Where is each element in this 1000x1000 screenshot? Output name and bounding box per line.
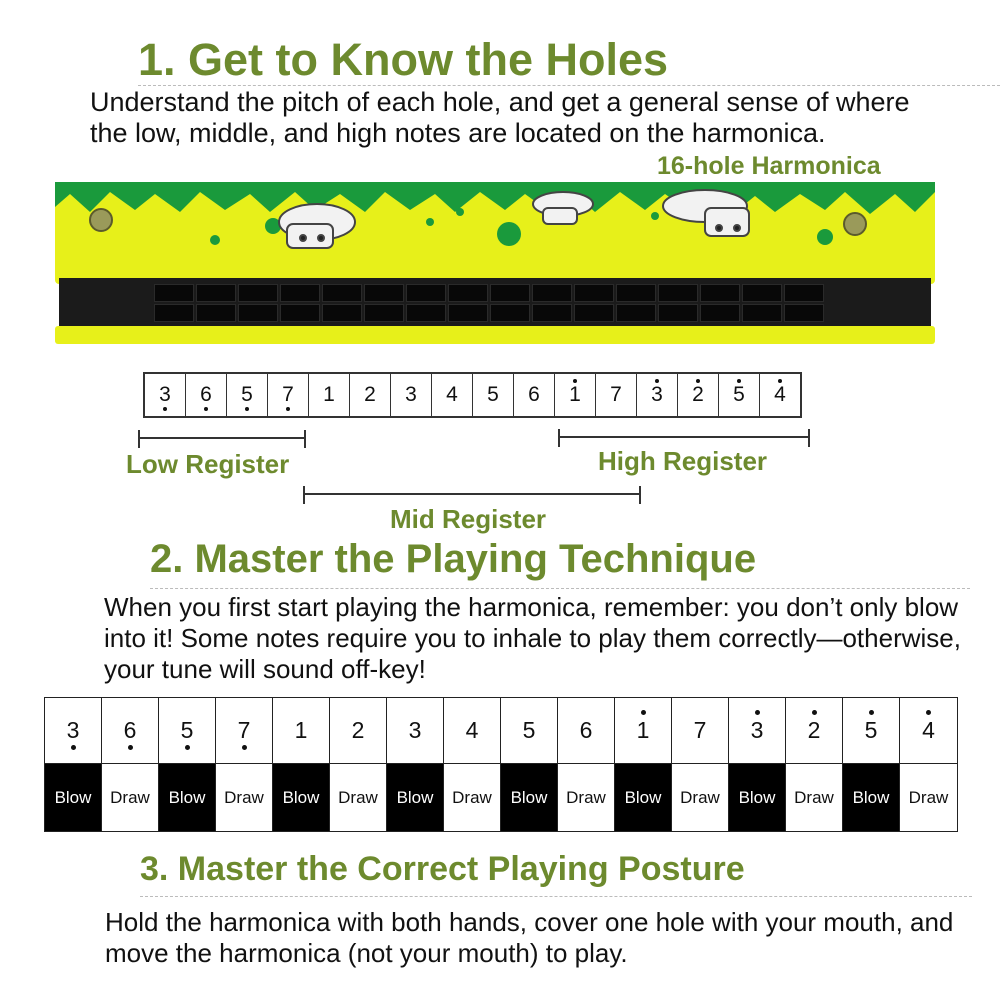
table-note-cell <box>159 698 216 764</box>
screw-right-icon <box>843 212 867 236</box>
note-strip-cell: 5 <box>227 374 268 416</box>
harmonica-hole <box>742 284 782 302</box>
note-strip <box>143 372 802 418</box>
mid-register-bracket <box>304 493 640 495</box>
note-strip-cell: 3 <box>145 374 186 416</box>
harmonica-hole <box>448 284 488 302</box>
note-strip-cell: 1 <box>555 374 596 416</box>
octave-dot-icon <box>755 710 760 715</box>
screw-left-icon <box>89 208 113 232</box>
note-strip-cell: 3 <box>391 374 432 416</box>
table-action-cell: Blow <box>615 764 672 831</box>
cartoon-cat-middle <box>533 192 593 224</box>
harmonica-hole <box>364 284 404 302</box>
harmonica-cover <box>55 182 935 284</box>
table-action-cell: Draw <box>672 764 729 831</box>
harmonica-hole <box>322 284 362 302</box>
table-action-cell: Draw <box>558 764 615 831</box>
table-note-number: 4 <box>922 717 935 743</box>
table-note-cell <box>330 698 387 764</box>
harmonica-hole <box>532 304 572 322</box>
harmonica-hole <box>616 304 656 322</box>
table-action-cell: Blow <box>273 764 330 831</box>
harmonica-hole <box>700 304 740 322</box>
octave-dot-icon <box>641 710 646 715</box>
table-note-cell <box>615 698 672 764</box>
harmonica-hole <box>196 304 236 322</box>
note-strip-cell: 5 <box>473 374 514 416</box>
table-note-number: 1 <box>294 717 308 743</box>
table-note-number: 7 <box>237 717 251 743</box>
table-note-number: 3 <box>66 717 80 743</box>
section1-title: 1. Get to Know the Holes <box>138 34 669 85</box>
note-strip-cell: 2 <box>678 374 719 416</box>
harmonica-hole <box>154 284 194 302</box>
table-action-cell: Draw <box>330 764 387 831</box>
harmonica-hole <box>784 284 824 302</box>
harmonica-hole <box>364 304 404 322</box>
octave-dot-icon <box>128 745 133 750</box>
high-register-label: High Register <box>598 446 768 476</box>
harmonica-hole <box>238 304 278 322</box>
note-strip-cell: 6 <box>186 374 227 416</box>
table-action-cell: Draw <box>102 764 159 831</box>
octave-dot-icon <box>869 710 874 715</box>
note-strip-cell: 1 <box>309 374 350 416</box>
table-action-cell: Blow <box>387 764 444 831</box>
table-note-cell <box>387 698 444 764</box>
note-strip-cell: 2 <box>350 374 391 416</box>
harmonica-hole <box>238 284 278 302</box>
note-strip-cell: 4 <box>432 374 473 416</box>
cover-decoration <box>55 182 935 284</box>
table-note-number: 3 <box>750 717 764 743</box>
harmonica-hole <box>196 284 236 302</box>
harmonica-bottom-plate <box>55 326 935 344</box>
low-register-bracket <box>139 437 305 439</box>
harmonica-hole <box>532 284 572 302</box>
harmonica-hole <box>742 304 782 322</box>
harmonica-hole <box>616 284 656 302</box>
table-note-cell <box>45 698 102 764</box>
note-strip-cell: 6 <box>514 374 555 416</box>
section2-divider <box>150 588 970 589</box>
table-action-cell: Blow <box>729 764 786 831</box>
table-note-number: 5 <box>522 717 536 743</box>
table-action-cell: Blow <box>501 764 558 831</box>
mid-register-label: Mid Register <box>390 504 547 534</box>
octave-dot-icon <box>242 745 247 750</box>
table-note-number: 3 <box>408 717 422 743</box>
low-register-label: Low Register <box>126 449 290 479</box>
octave-dot-icon <box>812 710 817 715</box>
harmonica-hole <box>574 284 614 302</box>
table-action-cell: Blow <box>159 764 216 831</box>
cartoon-cat-right <box>663 190 749 236</box>
table-note-number: 7 <box>693 717 707 743</box>
harmonica-hole <box>322 304 362 322</box>
table-note-number: 4 <box>465 717 479 743</box>
note-strip-cell: 4 <box>760 374 800 416</box>
table-action-cell: Blow <box>45 764 102 831</box>
table-note-cell <box>501 698 558 764</box>
note-strip-cell: 7 <box>268 374 309 416</box>
section3-text: Hold the harmonica with both hands, cover one hole with your mouth, and move the harmonica (not your mouth) to play. <box>105 907 954 968</box>
section1-text: Understand the pitch of each hole, and get a general sense of where the low, middle, and high notes are located on the harmonica. <box>90 87 910 148</box>
harmonica-hole <box>490 304 530 322</box>
table-action-cell: Draw <box>786 764 843 831</box>
octave-dot-icon <box>185 745 190 750</box>
harmonica-hole <box>658 284 698 302</box>
cartoon-cat-left <box>279 204 355 248</box>
section3-title: 3. Master the Correct Playing Posture <box>140 850 745 888</box>
table-note-cell <box>558 698 615 764</box>
table-note-number: 2 <box>807 717 821 743</box>
high-register-bracket <box>559 436 809 438</box>
table-note-cell <box>729 698 786 764</box>
harmonica-hole <box>658 304 698 322</box>
table-note-cell <box>900 698 957 764</box>
table-note-cell <box>102 698 159 764</box>
table-action-cell: Draw <box>444 764 501 831</box>
section2-title: 2. Master the Playing Technique <box>150 537 757 581</box>
section2-text: When you first start playing the harmonica, remember: you don’t only blow into it! Some notes require you to inhale to play them correctly—otherwise, your tune will sound off-key! <box>104 592 961 684</box>
table-note-number: 5 <box>864 717 878 743</box>
harmonica-hole <box>700 284 740 302</box>
table-note-cell <box>843 698 900 764</box>
table-note-cell <box>672 698 729 764</box>
harmonica-hole <box>280 284 320 302</box>
harmonica-hole <box>406 304 446 322</box>
note-strip-cell: 5 <box>719 374 760 416</box>
harmonica-hole <box>406 284 446 302</box>
table-note-number: 6 <box>123 717 137 743</box>
table-note-number: 5 <box>180 717 194 743</box>
table-note-cell <box>216 698 273 764</box>
blow-draw-table <box>44 697 958 832</box>
table-note-number: 6 <box>579 717 593 743</box>
table-note-number: 1 <box>636 717 650 743</box>
table-note-number: 2 <box>351 717 365 743</box>
harmonica-comb <box>59 278 931 328</box>
harmonica-hole <box>784 304 824 322</box>
harmonica-hole <box>154 304 194 322</box>
table-note-cell <box>444 698 501 764</box>
harmonica-hole <box>574 304 614 322</box>
table-action-cell: Draw <box>216 764 273 831</box>
harmonica-hole <box>490 284 530 302</box>
harmonica-label: 16-hole Harmonica <box>657 152 881 180</box>
note-strip-cell: 3 <box>637 374 678 416</box>
harmonica-holes <box>154 284 824 322</box>
octave-dot-icon <box>71 745 76 750</box>
section3-divider <box>140 896 972 897</box>
harmonica-hole <box>280 304 320 322</box>
table-note-cell <box>786 698 843 764</box>
table-action-cell: Draw <box>900 764 957 831</box>
table-action-cell: Blow <box>843 764 900 831</box>
table-note-cell <box>273 698 330 764</box>
section1-divider <box>138 85 1000 86</box>
note-strip-cell: 7 <box>596 374 637 416</box>
octave-dot-icon <box>926 710 931 715</box>
harmonica-illustration <box>55 182 935 362</box>
harmonica-hole <box>448 304 488 322</box>
